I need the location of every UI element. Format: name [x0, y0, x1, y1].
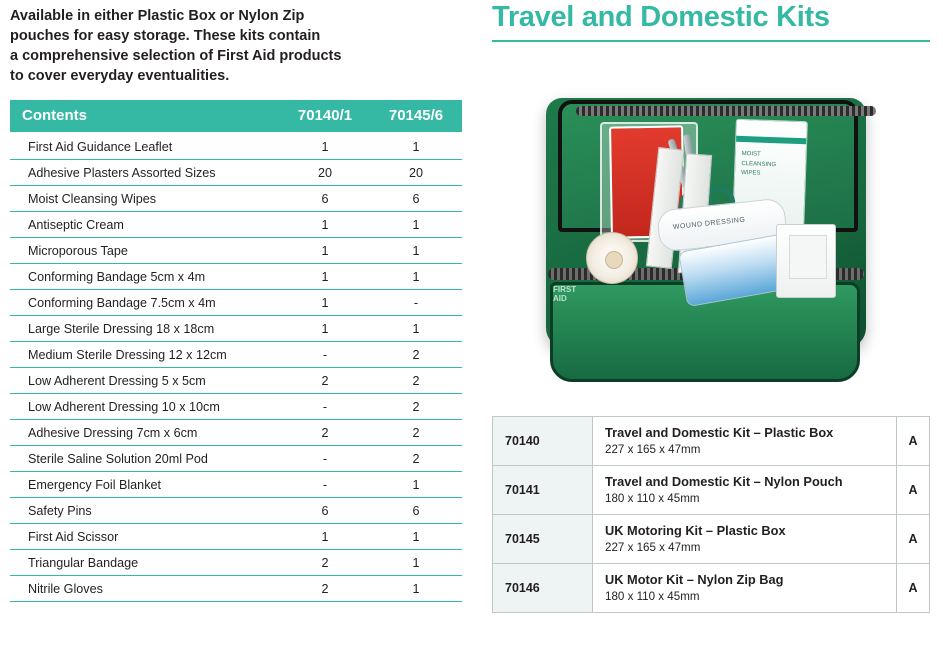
product-description	[593, 465, 897, 514]
product-code: 70145	[493, 514, 593, 563]
item-name: Moist Cleansing Wipes	[10, 186, 280, 212]
item-qty-b: 1	[370, 212, 462, 238]
table-row	[493, 514, 930, 563]
kit-brand-logo: FIRST AID	[553, 284, 577, 304]
item-qty-a: 2	[280, 420, 370, 446]
item-qty-b: 1	[370, 576, 462, 602]
table-row	[10, 550, 462, 576]
contents-header-name: Contents	[10, 100, 280, 132]
item-qty-a: -	[280, 446, 370, 472]
item-qty-a: 2	[280, 576, 370, 602]
product-title: UK Motor Kit – Nylon Zip Bag	[605, 572, 784, 588]
item-qty-b: 1	[370, 132, 462, 160]
product-dimensions: 180 x 110 x 45mm	[605, 492, 700, 506]
item-qty-a: -	[280, 394, 370, 420]
item-name: Conforming Bandage 7.5cm x 4m	[10, 290, 280, 316]
table-row	[10, 290, 462, 316]
item-name: First Aid Guidance Leaflet	[10, 132, 280, 160]
intro-line-3: a comprehensive selection of First Aid products	[10, 48, 342, 64]
item-name: Low Adherent Dressing 5 x 5cm	[10, 368, 280, 394]
table-row	[10, 394, 462, 420]
item-qty-a: 6	[280, 186, 370, 212]
item-name: First Aid Scissor	[10, 524, 280, 550]
table-row	[10, 524, 462, 550]
product-grade: A	[897, 514, 930, 563]
product-code: 70140	[493, 416, 593, 465]
item-qty-b: 1	[370, 550, 462, 576]
contents-table	[10, 100, 462, 602]
item-qty-b: 1	[370, 238, 462, 264]
table-row	[10, 576, 462, 602]
item-name: Low Adherent Dressing 10 x 10cm	[10, 394, 280, 420]
item-qty-a: 1	[280, 238, 370, 264]
product-description	[593, 416, 897, 465]
item-qty-b: 2	[370, 420, 462, 446]
product-description	[593, 563, 897, 612]
item-name: Conforming Bandage 5cm x 4m	[10, 264, 280, 290]
item-qty-a: 2	[280, 368, 370, 394]
table-row	[10, 186, 462, 212]
item-qty-b: 6	[370, 186, 462, 212]
item-name: Nitrile Gloves	[10, 576, 280, 602]
table-row	[10, 446, 462, 472]
page-title: Travel and Domestic Kits	[492, 2, 930, 42]
item-name: Medium Sterile Dressing 12 x 12cm	[10, 342, 280, 368]
product-dimensions: 227 x 165 x 47mm	[605, 541, 701, 555]
product-title: Travel and Domestic Kit – Nylon Pouch	[605, 474, 843, 490]
table-row	[493, 416, 930, 465]
kit-lid-zip	[576, 106, 876, 116]
intro-line-2: pouches for easy storage. These kits contain	[10, 28, 321, 44]
item-qty-a: -	[280, 342, 370, 368]
item-name: Adhesive Dressing 7cm x 6cm	[10, 420, 280, 446]
item-qty-a: 6	[280, 498, 370, 524]
bandage-roll-item	[586, 232, 638, 284]
item-qty-a: 2	[280, 550, 370, 576]
table-row	[10, 420, 462, 446]
wipes-label: MOIST CLEANSING WIPES	[740, 150, 777, 177]
table-row	[10, 160, 462, 186]
product-photo	[492, 50, 930, 410]
item-qty-a: 1	[280, 524, 370, 550]
product-code: 70146	[493, 563, 593, 612]
product-dimensions: 227 x 165 x 47mm	[605, 443, 701, 457]
wipes-band	[736, 136, 806, 144]
item-name: Triangular Bandage	[10, 550, 280, 576]
table-row	[10, 498, 462, 524]
saline-pod-box-item	[776, 224, 836, 298]
item-name: Adhesive Plasters Assorted Sizes	[10, 160, 280, 186]
item-qty-a: 1	[280, 212, 370, 238]
table-row	[10, 472, 462, 498]
item-qty-b: 2	[370, 342, 462, 368]
item-qty-a: 1	[280, 264, 370, 290]
item-name: Sterile Saline Solution 20ml Pod	[10, 446, 280, 472]
product-title: UK Motoring Kit – Plastic Box	[605, 523, 786, 539]
item-qty-b: 1	[370, 524, 462, 550]
table-row	[493, 563, 930, 612]
item-name: Antiseptic Cream	[10, 212, 280, 238]
item-qty-b: 1	[370, 472, 462, 498]
contents-header-row	[10, 100, 462, 132]
item-qty-a: -	[280, 472, 370, 498]
intro-line-4: to cover everyday eventualities.	[10, 68, 230, 84]
table-row	[10, 342, 462, 368]
contents-table-head	[10, 100, 462, 132]
item-qty-b: 2	[370, 446, 462, 472]
contents-header-col-b: 70145/6	[370, 100, 462, 132]
left-column	[10, 6, 450, 602]
table-row	[10, 212, 462, 238]
intro-line-1: Available in either Plastic Box or Nylon Zip	[10, 8, 305, 24]
table-row	[10, 368, 462, 394]
right-column	[492, 0, 932, 613]
table-row	[10, 238, 462, 264]
item-name: Safety Pins	[10, 498, 280, 524]
product-description	[593, 514, 897, 563]
item-qty-a: 1	[280, 290, 370, 316]
saline-pod-inner	[789, 235, 827, 279]
item-name: Microporous Tape	[10, 238, 280, 264]
product-grade: A	[897, 465, 930, 514]
item-qty-b: -	[370, 290, 462, 316]
product-grade: A	[897, 563, 930, 612]
item-name: Emergency Foil Blanket	[10, 472, 280, 498]
product-table	[492, 416, 930, 613]
item-qty-b: 6	[370, 498, 462, 524]
product-code: 70141	[493, 465, 593, 514]
table-row	[10, 316, 462, 342]
item-qty-b: 1	[370, 264, 462, 290]
product-dimensions: 180 x 110 x 45mm	[605, 590, 700, 604]
product-grade: A	[897, 416, 930, 465]
item-qty-b: 2	[370, 394, 462, 420]
table-row	[10, 264, 462, 290]
wound-dressing-label: WOUND DRESSING	[672, 216, 746, 232]
item-name: Large Sterile Dressing 18 x 18cm	[10, 316, 280, 342]
intro-paragraph	[10, 6, 430, 86]
table-row	[493, 465, 930, 514]
contents-header-col-a: 70140/1	[280, 100, 370, 132]
table-row	[10, 132, 462, 160]
item-qty-a: 1	[280, 316, 370, 342]
contents-table-body	[10, 132, 462, 602]
product-title: Travel and Domestic Kit – Plastic Box	[605, 425, 834, 441]
item-qty-b: 20	[370, 160, 462, 186]
first-aid-kit-illustration	[540, 92, 880, 392]
item-qty-b: 2	[370, 368, 462, 394]
item-qty-a: 20	[280, 160, 370, 186]
item-qty-a: 1	[280, 132, 370, 160]
product-table-body	[493, 416, 930, 612]
item-qty-b: 1	[370, 316, 462, 342]
